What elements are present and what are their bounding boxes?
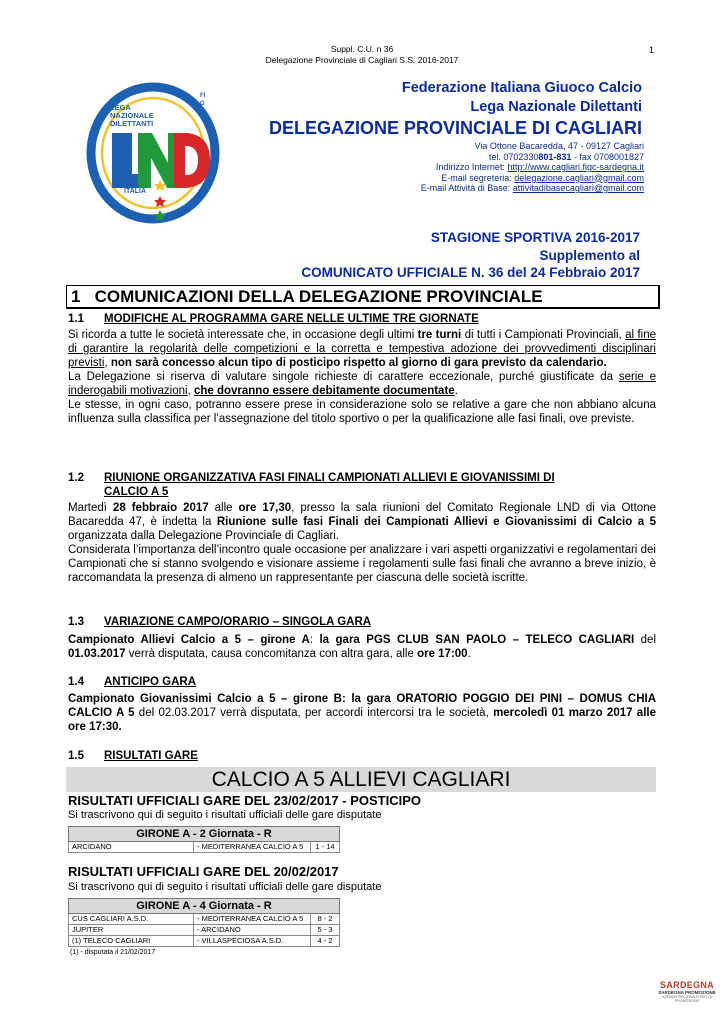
season-supplemento: Supplemento al	[539, 248, 640, 263]
table-row	[69, 936, 340, 947]
home-team: (1) TELECO CAGLIARI	[69, 936, 194, 947]
subsection-1-4-body: Campionato Giovanissimi Calcio a 5 – girone B: la gara ORATORIO POGGIO DEI PINI – DOMUS CHIA CALCIO A 5 del 02.03.2017 verrà disputata, per accordi intercorsi tra le società, mercoledì 01 marzo 2017 alle ore 17:30.	[68, 693, 656, 733]
logo-ring-text: LEGA NAZIONALE DILETTANTI	[110, 103, 154, 128]
results-1-title: RISULTATI UFFICIALI GARE DEL 23/02/2017 - POSTICIPO	[68, 793, 421, 808]
table-row	[69, 914, 340, 925]
web-link[interactable]: http://www.cagliari.figc-sardegna.it	[507, 162, 644, 172]
home-team: CUS CAGLIARI A.S.D.	[69, 914, 194, 925]
contact-phone: tel. 0702330801-831 - fax 0708001827	[488, 151, 644, 162]
page-number: 1	[648, 45, 654, 55]
org-delegazione: DELEGAZIONE PROVINCIALE DI CAGLIARI	[268, 118, 642, 138]
subsection-1-4-heading: 1.4 ANTICIPO GARA	[68, 676, 196, 688]
sponsor-tag: AGENZIA REGIONALE PER LA PROMOZIONE	[662, 995, 712, 1003]
results-1-girone: GIRONE A - 2 Giornata - R	[69, 827, 340, 842]
championship-band: CALCIO A 5 ALLIEVI CAGLIARI	[66, 767, 656, 792]
sponsor-name: SARDEGNA	[660, 980, 714, 990]
results-2-girone: GIRONE A - 4 Giornata - R	[69, 899, 340, 914]
logo-figc: FIGC	[200, 93, 206, 115]
results-2-subtitle: Si trascrivono qui di seguito i risultati ufficiali delle gare disputate	[68, 881, 382, 893]
sponsor-sub: SARDEGNA PROMOZIONE	[658, 990, 716, 995]
score: 5 - 3	[311, 925, 340, 936]
sardegna-promozione-logo	[658, 980, 716, 1003]
table-row	[69, 925, 340, 936]
results-2-table	[68, 898, 340, 947]
score: 1 - 14	[311, 842, 340, 853]
section-1-heading: 1 COMUNICAZIONI DELLA DELEGAZIONE PROVINCIALE	[66, 285, 660, 309]
contact-email-segreteria: E-mail segreteria: delegazione.cagliari@gmail.com	[441, 172, 644, 183]
results-1-table	[68, 826, 340, 853]
subsection-1-1-heading: 1.1 MODIFICHE AL PROGRAMMA GARE NELLE ULTIME TRE GIORNATE	[68, 313, 479, 325]
header-suppl: Suppl. C.U. n 36	[330, 44, 394, 54]
away-team: - ARCIDANO	[194, 925, 311, 936]
header-delegazione: Delegazione Provinciale di Cagliari S.S. 2016-2017	[265, 55, 459, 65]
subsection-1-3-body: Campionato Allievi Calcio a 5 – girone A: la gara PGS CLUB SAN PAOLO – TELECO CAGLIARI del 01.03.2017 verrà disputata, causa concomitanza con altra gara, alle ore 17:00.	[68, 634, 657, 660]
season-comunicato: COMUNICATO UFFICIALE N. 36 del 24 Febbraio 2017	[301, 265, 640, 280]
subsection-1-3-heading: 1.3 VARIAZIONE CAMPO/ORARIO – SINGOLA GARA	[68, 616, 372, 628]
results-2-title: RISULTATI UFFICIALI GARE DEL 20/02/2017	[68, 864, 339, 879]
contact-web: Indirizzo Internet: http://www.cagliari.figc-sardegna.it	[435, 162, 644, 172]
org-lega: Lega Nazionale Dilettanti	[470, 99, 642, 115]
table-row	[69, 842, 340, 853]
email-segreteria-link[interactable]: delegazione.cagliari@gmail.com	[514, 172, 644, 183]
results-1-subtitle: Si trascrivono qui di seguito i risultati ufficiali delle gare disputate	[68, 809, 382, 821]
subsection-1-2-body: Martedì 28 febbraio 2017 alle ore 17,30, presso la sala riunioni del Comitato Regionale LND di via Ottone Bacaredda 47, è indetta la Riunione sulle fasi Finali dei Campionati Allievi e Giovanissimi di Calcio a 5 organizzata dalla Delegazione Provinciale di Cagliari. Considerata l’importanza dell’incontro quale occasione per analizzare i vari aspetti organizzativi e regolamentari dei Campionati che si stanno svolgendo e visionare assieme i regolamenti sulle fasi finali che avranno a breve inizio, è raccomandata la presenza di almeno un rappresentante per ciascuna delle società iscritte.	[68, 502, 657, 584]
lnd-logo	[82, 78, 224, 228]
subsection-1-5-heading: 1.5 RISULTATI GARE	[68, 750, 198, 762]
away-team: - VILLASPECIOSA A.S.D.	[194, 936, 311, 947]
contact-email-base: E-mail Attività di Base: attivitadibasecagliari@gmail.com	[420, 183, 644, 193]
season-title: STAGIONE SPORTIVA 2016-2017	[430, 230, 640, 245]
away-team: - MEDITERRANEA CALCIO A 5	[194, 842, 311, 853]
away-team: - MEDITERRANEA CALCIO A 5	[194, 914, 311, 925]
subsection-1-2-heading: 1.2 RIUNIONE ORGANIZZATIVA FASI FINALI CAMPIONATI ALLIEVI E GIOVANISSIMI DI CALCIO A 5	[68, 472, 555, 498]
subsection-1-1-body: Si ricorda a tutte le società interessate che, in occasione degli ultimi tre turni di tutti i Campionati Provinciali, al fine di garantire la regolarità delle competizioni e la corretta e tempestiva adozione dei provvedimenti disciplinari previsti, non sarà concesso alcun tipo di posticipo rispetto al giorno di gara previsto da calendario. La Delegazione si riserva di valutare singole richieste di carattere eccezionale, purché giustificate da serie e inderogabili motivazioni, che dovranno essere debitamente documentate. Le stesse, in ogni caso, potranno essere prese in considerazione solo se relative a gare che non abbiano alcuna influenza sulla classifica per l’assegnazione del titolo sportivo o per la qualificazione alle fasi finali, ove previste.	[68, 329, 656, 425]
home-team: JUPITER	[69, 925, 194, 936]
running-header	[0, 44, 724, 66]
logo-country: ITALIA	[124, 188, 147, 195]
contact-block	[421, 141, 644, 194]
score: 4 - 2	[311, 936, 340, 947]
contact-address: Via Ottone Bacaredda, 47 - 09127 Cagliari	[474, 141, 644, 151]
home-team: ARCIDANO	[69, 842, 194, 853]
score: 8 - 2	[311, 914, 340, 925]
email-base-link[interactable]: attivitadibasecagliari@gmail.com	[512, 183, 644, 193]
results-2-note: (1) - disputata il 21/02/2017	[70, 949, 156, 956]
org-federazione: Federazione Italiana Giuoco Calcio	[401, 80, 642, 96]
